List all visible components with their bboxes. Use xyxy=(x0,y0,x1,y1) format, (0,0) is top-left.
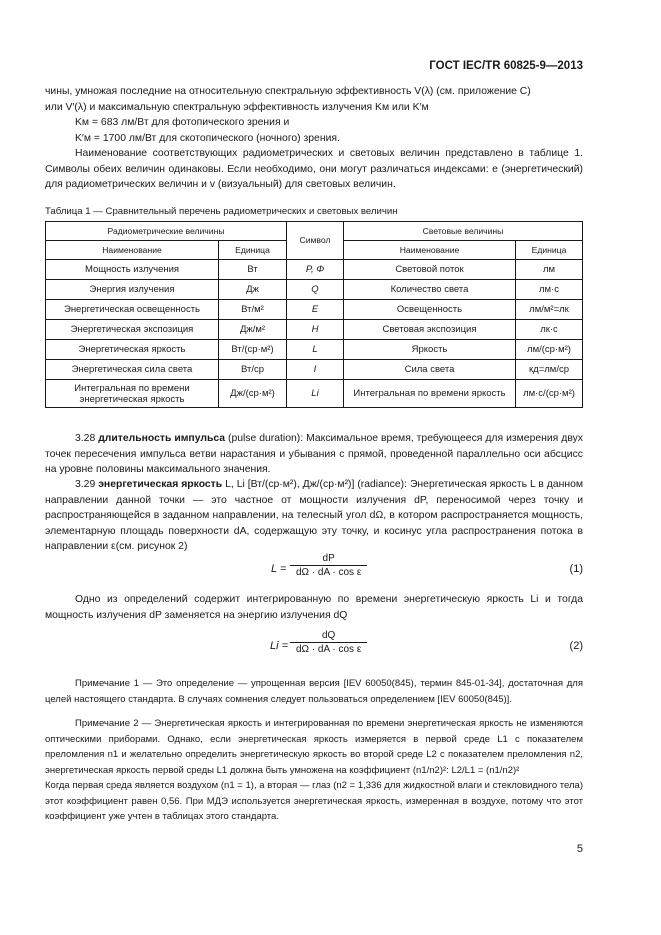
phot-name-cell: Световая экспозиция xyxy=(344,320,516,340)
rad-unit-cell: Вт/ср xyxy=(219,360,287,380)
phot-name-cell: Количество света xyxy=(344,280,516,300)
phot-unit-cell: лм/м²=лк xyxy=(516,300,583,320)
table-row xyxy=(46,300,583,320)
group-photometric: Световые величины xyxy=(344,222,583,241)
table-row xyxy=(46,280,583,300)
table-row xyxy=(46,380,583,408)
equation-1 xyxy=(0,553,661,587)
equation-lhs: Li = xyxy=(270,640,289,652)
symbol-cell: H xyxy=(287,320,344,340)
note-2-text: Примечание 2 — Энергетическая яркость и интегрированная по времени энергетическая яркость не изменяются оптическими приборами. Однако, если энергетическая яркость измеряется в первой среде L1 с показателем преломления n1 и желательно определить энергетическую яркость во второй среде L2 с показателем преломления n2, энергетическая яркость первой среды L1 должна быть умножена на коэффициент (n1/n2)²: L2/L1 = (n1/n2)² xyxy=(45,718,583,776)
rad-unit-cell: Дж/м² xyxy=(219,320,287,340)
symbol-cell: E xyxy=(287,300,344,320)
equation-2 xyxy=(0,630,661,664)
rad-unit-cell: Вт/(ср·м²) xyxy=(219,340,287,360)
phot-name-cell: Световой поток xyxy=(344,260,516,280)
equation-fraction xyxy=(290,553,367,578)
denominator: dΩ · dA · cos ε xyxy=(290,565,367,578)
note-1: Примечание 1 — Это определение — упрощенная версия [IEV 60050(845), термин 845-01-34], достаточная для целей настоящего стандарта. В случаях сомнения следует пользоваться определением [IEV 60050(845)]. xyxy=(45,678,583,705)
intro-block xyxy=(45,84,583,193)
rad-unit-cell: Вт/м² xyxy=(219,300,287,320)
equation-number: (2) xyxy=(569,640,583,652)
col-phot-name: Наименование xyxy=(344,241,516,260)
rad-name-cell: Энергетическая сила света xyxy=(46,360,219,380)
rad-name-cell: Энергетическая освещенность xyxy=(46,300,219,320)
term: длительность импульса xyxy=(98,433,226,444)
section-3-28 xyxy=(45,431,583,478)
intro-paragraph: Наименование соответствующих радиометрических и световых величин представлено в таблице 1. Символы обеих величин одинаковы. Если необходимо, они могут различаться индексами: е (энергетический) для радиометрических величин и v (визуальный) для световых величин. xyxy=(45,148,583,190)
standard-header: ГОСТ IEC/TR 60825-9—2013 xyxy=(429,60,583,72)
section-number: 3.28 xyxy=(75,433,96,444)
table-row xyxy=(46,260,583,280)
symbol-cell: Q xyxy=(287,280,344,300)
rad-name-cell: Энергетическая яркость xyxy=(46,340,219,360)
intro-line-4: K′м = 1700 лм/Вт для скотопического (ночного) зрения. xyxy=(75,132,340,144)
section-3-29 xyxy=(45,477,583,555)
note-2 xyxy=(45,716,583,825)
rad-name-cell: Энергетическая экспозиция xyxy=(46,320,219,340)
symbol-cell: Li xyxy=(287,380,344,408)
col-rad-name: Наименование xyxy=(46,241,219,260)
col-rad-unit: Единица xyxy=(219,241,287,260)
phot-unit-cell: кд=лм/ср xyxy=(516,360,583,380)
phot-unit-cell: лм/(ср·м²) xyxy=(516,340,583,360)
symbol-cell: P, Φ xyxy=(287,260,344,280)
note-2-continuation: Когда первая среда является воздухом (n1 = 1), а вторая — глаз (n2 = 1,336 для жидкостной влаги и стекловидного тела) этот коэффициент равен 0,56. При МДЭ используется энергетическая яркость, измеренная в воздухе, потому что этот коэффициент уже учтен в таблицах этого стандарта. xyxy=(45,780,583,822)
phot-unit-cell: лм·с xyxy=(516,280,583,300)
rad-unit-cell: Дж/(ср·м²) xyxy=(219,380,287,408)
table-row xyxy=(46,320,583,340)
numerator: dQ xyxy=(321,630,336,641)
intro-line-1: чины, умножая последние на относительную спектральную эффективность V(λ) (см. приложение С) xyxy=(45,86,531,97)
phot-unit-cell: лк·с xyxy=(516,320,583,340)
rad-name-cell: Энергия излучения xyxy=(46,280,219,300)
phot-name-cell: Яркость xyxy=(344,340,516,360)
phot-name-cell: Освещенность xyxy=(344,300,516,320)
quantities-table xyxy=(45,221,583,408)
phot-unit-cell: лм·с/(ср·м²) xyxy=(516,380,583,408)
phot-name-cell: Интегральная по времени яркость xyxy=(344,380,516,408)
intro-line-2: или V′(λ) и максимальную спектральную эффективность излучения Kм или K′м xyxy=(45,101,429,113)
ratio-formula: L2/L1 = (n1/n2)² xyxy=(451,764,520,776)
intro-line-3: Kм = 683 лм/Вт для фотопического зрения и xyxy=(75,117,290,128)
group-symbol: Символ xyxy=(287,222,344,260)
term: энергетическая яркость xyxy=(98,479,223,490)
definition: (pulse duration): Максимальное время, требующееся для измерения двух точек пересечения импульса ветви нарастания и убывания с прямой, проведенной параллельно оси абсцисс на уровне половины максимального значения. xyxy=(45,433,584,475)
symbol-cell: L xyxy=(287,340,344,360)
phot-unit-cell: лм xyxy=(516,260,583,280)
equation-number: (1) xyxy=(569,563,583,575)
phot-name-cell: Сила света xyxy=(344,360,516,380)
rad-name-cell: Интегральная по времени энергетическая яркость xyxy=(46,380,219,408)
definition: Энергетическая яркость L в данном направлении данной точки — это частное от мощности излучения dP, переносимой через точку и распространяющейся в заданном направлении, на телесный угол dΩ, в котором распространяется мощность, элементарную площадь поверхности dA, содержащую эту точку, и косинус угла распространения потока в направлении ε(см. рисунок 2) xyxy=(45,479,583,552)
col-phot-unit: Единица xyxy=(516,241,583,260)
denominator: dΩ · dA · cos ε xyxy=(290,642,367,655)
rad-unit-cell: Дж xyxy=(219,280,287,300)
rad-name-cell: Мощность излучения xyxy=(46,260,219,280)
group-radiometric: Радиометрические величины xyxy=(46,222,287,241)
equation-lhs: L = xyxy=(271,563,287,575)
page-number: 5 xyxy=(576,843,583,855)
middle-paragraph: Одно из определений содержит интегрированную по времени энергетическую яркость Li и тогда мощность излучения dP заменяется на энергию излучения dQ xyxy=(45,594,583,621)
equation-fraction xyxy=(290,630,367,655)
table-row xyxy=(46,340,583,360)
units-lead: L, Li [Вт/(ср·м²), Дж/(ср·м²)] (radiance): xyxy=(225,479,407,490)
section-number: 3.29 xyxy=(75,479,96,490)
table-row xyxy=(46,360,583,380)
symbol-cell: I xyxy=(287,360,344,380)
rad-unit-cell: Вт xyxy=(219,260,287,280)
table-caption: Таблица 1 — Сравнительный перечень радиометрических и световых величин xyxy=(45,206,398,217)
numerator: dP xyxy=(322,553,335,564)
